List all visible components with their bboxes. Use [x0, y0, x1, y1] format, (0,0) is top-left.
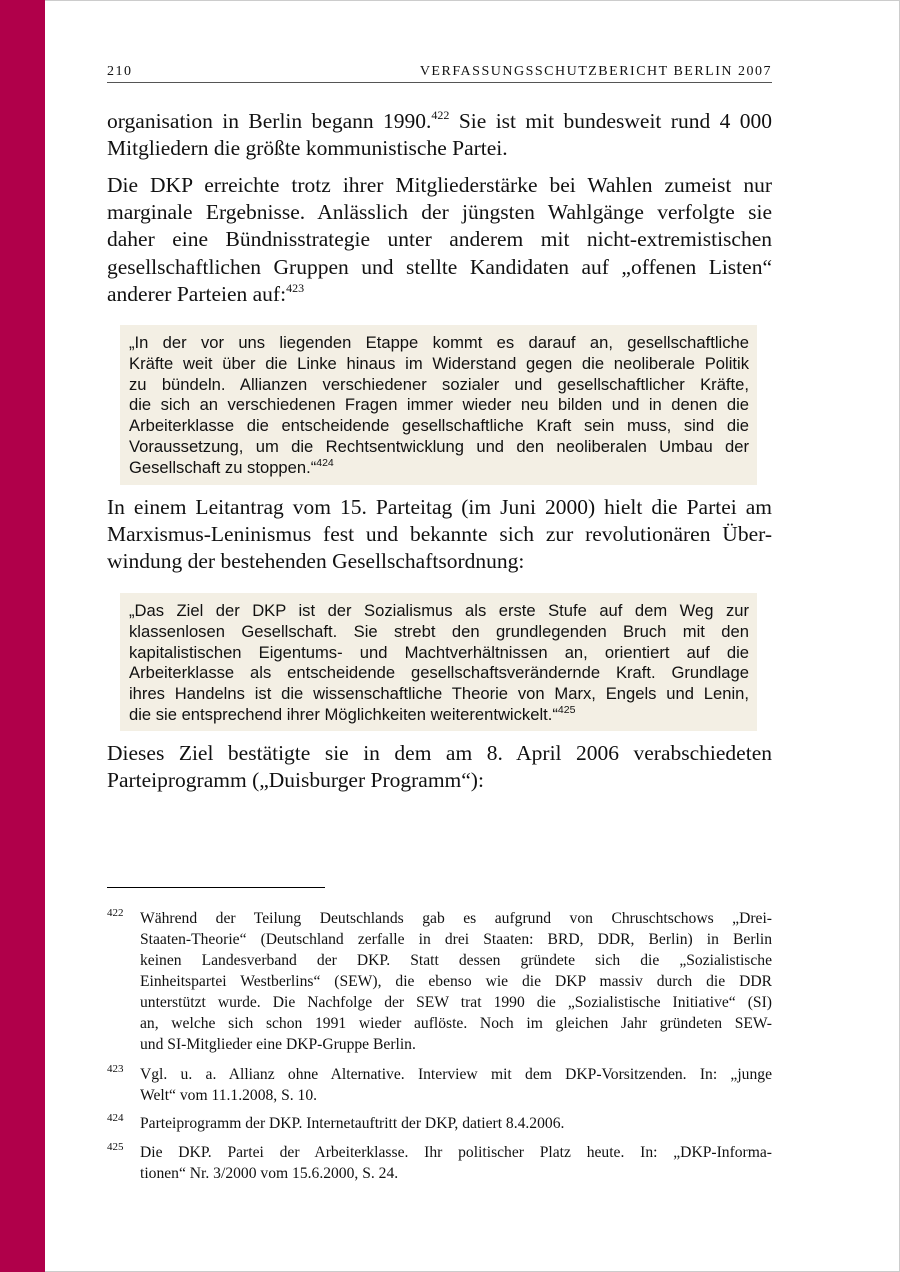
text: und SI-Mitglieder eine DKP-Gruppe Berlin. [140, 1036, 416, 1053]
text-line [140, 908, 772, 929]
text: Während der Teilung Deutschlands gab es aufgrund von Chruschtschows „Drei- [140, 910, 772, 927]
text: marginale Ergebnisse. Anlässlich der jüngsten Wahlgänge verfolgte sie [107, 200, 772, 225]
text-line [140, 1085, 772, 1106]
footnote-number: 423 [107, 1063, 124, 1075]
text-line [107, 172, 772, 199]
text-line [107, 521, 772, 548]
text-line [107, 548, 772, 575]
paragraph [107, 108, 772, 162]
footnote-text [140, 908, 772, 1055]
text-line [107, 254, 772, 281]
text-line [129, 643, 749, 664]
text: Parteiprogramm („Duisburger Programm“): [107, 768, 484, 793]
text: Gesellschaft zu stoppen.“ [129, 457, 317, 477]
text: daher eine Bündnisstrategie unter anderem mit nicht-extremistischen [107, 227, 772, 252]
text-line [129, 663, 749, 684]
text-line [107, 740, 772, 767]
text: Vgl. u. a. Allianz ohne Alternative. Interview mit dem DKP-Vorsitzenden. In: „junge [140, 1066, 772, 1083]
text: gesellschaftlichen Gruppen und stellte Kandidaten auf „offenen Listen“ [107, 254, 772, 279]
text: Die DKP. Partei der Arbeiterklasse. Ihr politischer Platz heute. In: „DKP-Informa- [140, 1144, 772, 1161]
block-quote [120, 593, 757, 731]
text-line [129, 333, 749, 354]
text-line [140, 1013, 772, 1034]
text-line [140, 1064, 772, 1085]
text-line [107, 281, 772, 308]
footnote-text [140, 1113, 772, 1134]
text: Arbeiterklasse als entscheidende gesellschaftsverändernde Kraft. Grundlage [129, 663, 749, 683]
text-line [129, 622, 749, 643]
text-line [140, 929, 772, 950]
text: Mitgliedern die größte kommunistische Partei. [107, 136, 508, 161]
text-line [107, 226, 772, 253]
footnote-text [140, 1142, 772, 1184]
text-line [107, 767, 772, 794]
color-margin-bar [0, 0, 45, 1272]
text-line [107, 199, 772, 226]
text: Welt“ vom 11.1.2008, S. 10. [140, 1087, 318, 1104]
text: Die DKP erreichte trotz ihrer Mitgliederstärke bei Wahlen zumeist nur [107, 173, 772, 197]
text-line [129, 354, 749, 375]
text: ihres Handelns ist die wissenschaftliche Theorie von Marx, Engels und Lenin, [129, 684, 749, 704]
text: Arbeiterklasse die entscheidende gesellschaftliche Kraft sein muss, sind die [129, 416, 749, 436]
text: tionen“ Nr. 3/2000 vom 15.6.2000, S. 24. [140, 1165, 399, 1182]
paragraph [107, 740, 772, 794]
footnote-text [140, 1064, 772, 1106]
text: kapitalistischen Eigentums- und Machtverhältnissen an, orientiert auf die [129, 642, 749, 662]
text: Parteiprogramm der DKP. Internetauftritt der DKP, datiert 8.4.2006. [140, 1115, 565, 1132]
footnote-reference[interactable]: 425 [557, 703, 576, 716]
text: Marxismus-Leninismus fest und bekannte sich zur revolutionären Über- [107, 522, 772, 547]
footnote [107, 1064, 772, 1106]
text: windung der bestehenden Gesellschaftsordnung: [107, 549, 525, 574]
text: Staaten-Theorie“ (Deutschland zerfalle in drei Staaten: BRD, DDR, Berlin) in Berlin [140, 931, 772, 948]
paragraph [107, 494, 772, 576]
footnote [107, 1113, 772, 1134]
text-line [129, 395, 749, 416]
paragraph [107, 172, 772, 308]
footnote-separator [107, 887, 325, 888]
text-line [140, 971, 772, 992]
text: „Das Ziel der DKP ist der Sozialismus als erste Stufe auf dem Weg zur [129, 601, 749, 620]
text-line [129, 705, 749, 726]
running-title: VERFASSUNGSSCHUTZBERICHT BERLIN 2007 [419, 64, 772, 79]
footnote-number: 425 [107, 1141, 124, 1153]
footnote-number: 424 [107, 1112, 124, 1124]
text-line [129, 458, 749, 479]
text-line [107, 494, 772, 521]
text: In einem Leitantrag vom 15. Parteitag (im Juni 2000) hielt die Partei am [107, 495, 772, 519]
text: an, welche sich schon 1991 wieder auflöste. Noch im gleichen Jahr gründeten SEW- [140, 1015, 772, 1032]
text-line [140, 1163, 772, 1184]
text: die sich an verschiedenen Fragen immer wieder neu bilden und in denen die [129, 395, 749, 415]
text: organisation in Berlin begann 1990. [107, 109, 432, 133]
footnote-reference[interactable]: 422 [431, 108, 450, 122]
text-line [140, 1034, 772, 1055]
footnote-reference[interactable]: 423 [286, 280, 305, 295]
text-line [140, 950, 772, 971]
text: Einheitspartei Westberlins“ (SEW), die ebenso wie die DKP massiv durch die DDR [140, 973, 772, 990]
text: zu bündeln. Allianzen verschiedener sozialer und gesellschaftlicher Kräfte, [129, 374, 749, 394]
footnote [107, 1142, 772, 1184]
text-line [107, 108, 772, 135]
text-line [107, 135, 772, 162]
footnote [107, 908, 772, 1055]
footnote-number: 422 [107, 907, 124, 919]
text: „In der vor uns liegenden Etappe kommt es darauf an, gesellschaftliche [129, 333, 749, 352]
text-line [140, 1113, 772, 1134]
text-line [140, 1142, 772, 1163]
text: anderer Parteien auf: [107, 281, 287, 306]
running-header [107, 64, 772, 83]
text: keinen Landesverband der DKP. Statt dessen gründete sich die „Sozialistische [140, 952, 772, 969]
text: unterstützt wurde. Die Nachfolge der SEW trat 1990 die „Sozialistische Initiative“ (SI) [140, 994, 772, 1011]
text: Voraussetzung, um die Rechtsentwicklung und den neoliberalen Umbau der [129, 436, 749, 456]
text-line [140, 992, 772, 1013]
text: Sie ist mit bundesweit rund 4 000 [449, 109, 772, 133]
text: klassenlosen Gesellschaft. Sie strebt den grundlegenden Bruch mit den [129, 621, 749, 641]
footnote-reference[interactable]: 424 [316, 456, 334, 469]
text-line [129, 416, 749, 437]
text: Kräfte weit über die Linke hinaus im Widerstand gegen die neoliberale Politik [129, 353, 749, 373]
page-number: 210 [107, 64, 133, 79]
block-quote [120, 325, 757, 485]
text-line [129, 375, 749, 396]
text-line [129, 684, 749, 705]
text: Dieses Ziel bestätigte sie in dem am 8. April 2006 verabschiedeten [107, 741, 772, 765]
text: die sie entsprechend ihrer Möglichkeiten weiterentwickelt.“ [129, 704, 558, 724]
text-line [129, 601, 749, 622]
text-line [129, 437, 749, 458]
